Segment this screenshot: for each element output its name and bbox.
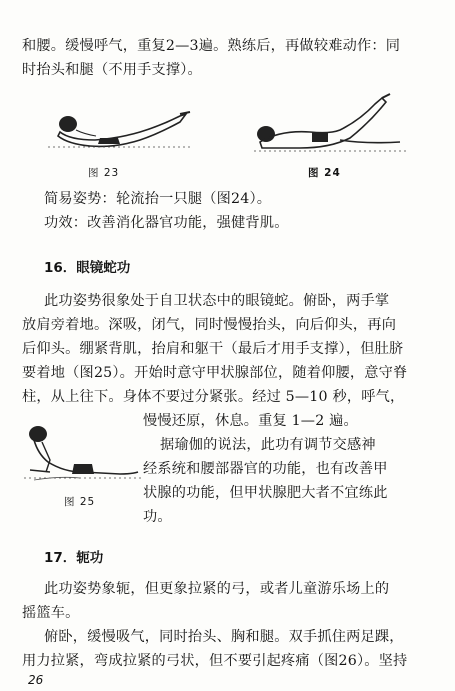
paragraph-line: 摇篮车。	[22, 605, 80, 621]
paragraph-line: 据瑜伽的说法，此功有调节交感神	[160, 437, 376, 453]
paragraph-line: 功。	[143, 509, 172, 525]
figure-23-caption: 图 23	[88, 167, 120, 179]
paragraph-line: 时抬头和腿（不用手支撑）。	[22, 62, 202, 78]
paragraph-line: 和腰。缓慢呼气，重复2—3遍。熟练后，再做较难动作：同	[22, 38, 401, 54]
paragraph-line: 后仰头。绷紧背肌，抬肩和躯干（最后才用手支撑），但肚脐	[22, 341, 404, 357]
figure-24-caption: 图 24	[308, 167, 341, 179]
paragraph-line: 要着地（图25）。开始时意守甲状腺部位，随着仰腰，意守脊	[22, 365, 408, 381]
paragraph-line: 功效：改善消化器官功能，强健背肌。	[44, 215, 289, 231]
paragraph-line: 此功姿势很象处于自卫状态中的眼镜蛇。俯卧，两手掌	[44, 293, 390, 309]
paragraph-line: 柱，从上往下。身体不要过分紧张。经过 5—10 秒，呼气，	[22, 389, 405, 405]
paragraph-line: 慢慢还原，休息。重复 1—2 遍。	[143, 413, 358, 429]
paragraph-line: 简易姿势：轮流抬一只腿（图24）。	[44, 191, 272, 207]
paragraph-line: 放肩旁着地。深吸，闭气，同时慢慢抬头，向后仰头，再向	[22, 317, 397, 333]
paragraph-line: 此功姿势象轭，但更象拉紧的弓，或者儿童游乐场上的	[44, 581, 390, 597]
section-heading: 16．眼镜蛇功	[44, 260, 131, 276]
paragraph-line: 经系统和腰部器官的功能，也有改善甲	[143, 461, 388, 477]
figure-25-illustration	[20, 420, 145, 486]
paragraph-line: 用力拉紧，弯成拉紧的弓状，但不要引起疼痛（图26）。坚持	[22, 653, 408, 669]
paragraph-line: 俯卧，缓慢吸气，同时抬头、胸和腿。双手抓住两足踝，	[44, 629, 404, 645]
section-heading: 17．轭功	[44, 550, 104, 566]
paragraph-line: 状腺的功能，但甲状腺肥大者不宜练此	[143, 485, 388, 501]
figure-25-caption: 图 25	[64, 496, 96, 508]
figure-23-illustration	[40, 100, 200, 150]
figure-24-illustration	[250, 90, 410, 154]
page-number: 26	[28, 673, 44, 687]
